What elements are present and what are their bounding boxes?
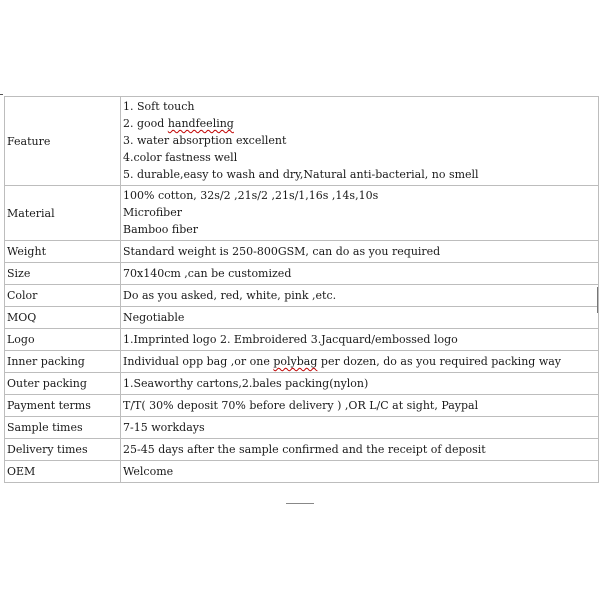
table-row: [5, 439, 599, 461]
value-text: Bamboo fiber: [123, 223, 199, 236]
row-label: Delivery times: [5, 439, 121, 461]
row-value: [121, 241, 599, 263]
value-line: [123, 265, 596, 282]
row-value: [121, 285, 599, 307]
table-row: [5, 373, 599, 395]
value-text: 4.color fastness well: [123, 151, 238, 164]
value-text: 5. durable,easy to wash and dry,Natural anti-bacterial, no smell: [123, 168, 479, 181]
table-row: [5, 186, 599, 241]
value-line: [123, 98, 596, 115]
value-line: [123, 309, 596, 326]
table-row: [5, 417, 599, 439]
row-label: Feature: [5, 97, 121, 186]
spellcheck-word: handfeeling: [167, 117, 234, 130]
table-row: [5, 307, 599, 329]
row-value: [121, 417, 599, 439]
row-value: [121, 307, 599, 329]
row-value: [121, 186, 599, 241]
table-row: [5, 263, 599, 285]
value-line: [123, 331, 596, 348]
table-row: [5, 241, 599, 263]
table-row: [5, 395, 599, 417]
row-label: Outer packing: [5, 373, 121, 395]
value-text: 1.Imprinted logo 2. Embroidered 3.Jacquard/embossed logo: [123, 333, 458, 346]
value-text: 100% cotton, 32s/2 ,21s/2 ,21s/1,16s ,14s,10s: [123, 189, 379, 202]
value-line: [123, 287, 596, 304]
value-text: 2. good: [123, 117, 168, 130]
spellcheck-word: polybag: [273, 355, 318, 368]
row-label: Weight: [5, 241, 121, 263]
value-text: 1.Seaworthy cartons,2.bales packing(nylon): [123, 377, 369, 390]
row-label: Inner packing: [5, 351, 121, 373]
value-line: [123, 353, 596, 370]
value-text: Negotiable: [123, 311, 185, 324]
row-label: Size: [5, 263, 121, 285]
bottom-mark: [286, 503, 314, 504]
value-text: 7-15 workdays: [123, 421, 205, 434]
value-line: [123, 132, 596, 149]
row-label: Payment terms: [5, 395, 121, 417]
value-text: Individual opp bag ,or one: [123, 355, 274, 368]
row-value: [121, 263, 599, 285]
value-text: per dozen, do as you required packing way: [317, 355, 562, 368]
table-row: [5, 97, 599, 186]
product-spec-table: [4, 96, 599, 483]
row-value: [121, 329, 599, 351]
row-label: Logo: [5, 329, 121, 351]
value-text: Microfiber: [123, 206, 182, 219]
table-row: [5, 461, 599, 483]
value-line: [123, 397, 596, 414]
value-line: [123, 375, 596, 392]
row-value: [121, 461, 599, 483]
value-text: 1. Soft touch: [123, 100, 195, 113]
value-line: [123, 204, 596, 221]
cursor-mark: [597, 287, 598, 313]
row-label: MOQ: [5, 307, 121, 329]
value-line: [123, 419, 596, 436]
value-line: [123, 187, 596, 204]
corner-mark: [0, 94, 3, 95]
row-value: [121, 395, 599, 417]
value-line: [123, 243, 596, 260]
value-text: T/T( 30% deposit 70% before delivery ) ,OR L/C at sight, Paypal: [123, 399, 479, 412]
row-label: OEM: [5, 461, 121, 483]
value-line: [123, 115, 596, 132]
value-line: [123, 149, 596, 166]
value-text: Do as you asked, red, white, pink ,etc.: [123, 289, 337, 302]
value-text: 3. water absorption excellent: [123, 134, 287, 147]
spec-table-body: [5, 97, 599, 483]
value-text: 70x140cm ,can be customized: [123, 267, 292, 280]
table-row: [5, 329, 599, 351]
table-row: [5, 285, 599, 307]
table-row: [5, 351, 599, 373]
row-value: [121, 351, 599, 373]
row-value: [121, 97, 599, 186]
value-line: [123, 166, 596, 183]
value-line: [123, 463, 596, 480]
value-line: [123, 441, 596, 458]
value-line: [123, 221, 596, 238]
value-text: Welcome: [123, 465, 174, 478]
row-label: Color: [5, 285, 121, 307]
value-text: 25-45 days after the sample confirmed and the receipt of deposit: [123, 443, 486, 456]
row-value: [121, 439, 599, 461]
row-value: [121, 373, 599, 395]
row-label: Sample times: [5, 417, 121, 439]
value-text: Standard weight is 250-800GSM, can do as you required: [123, 245, 441, 258]
row-label: Material: [5, 186, 121, 241]
